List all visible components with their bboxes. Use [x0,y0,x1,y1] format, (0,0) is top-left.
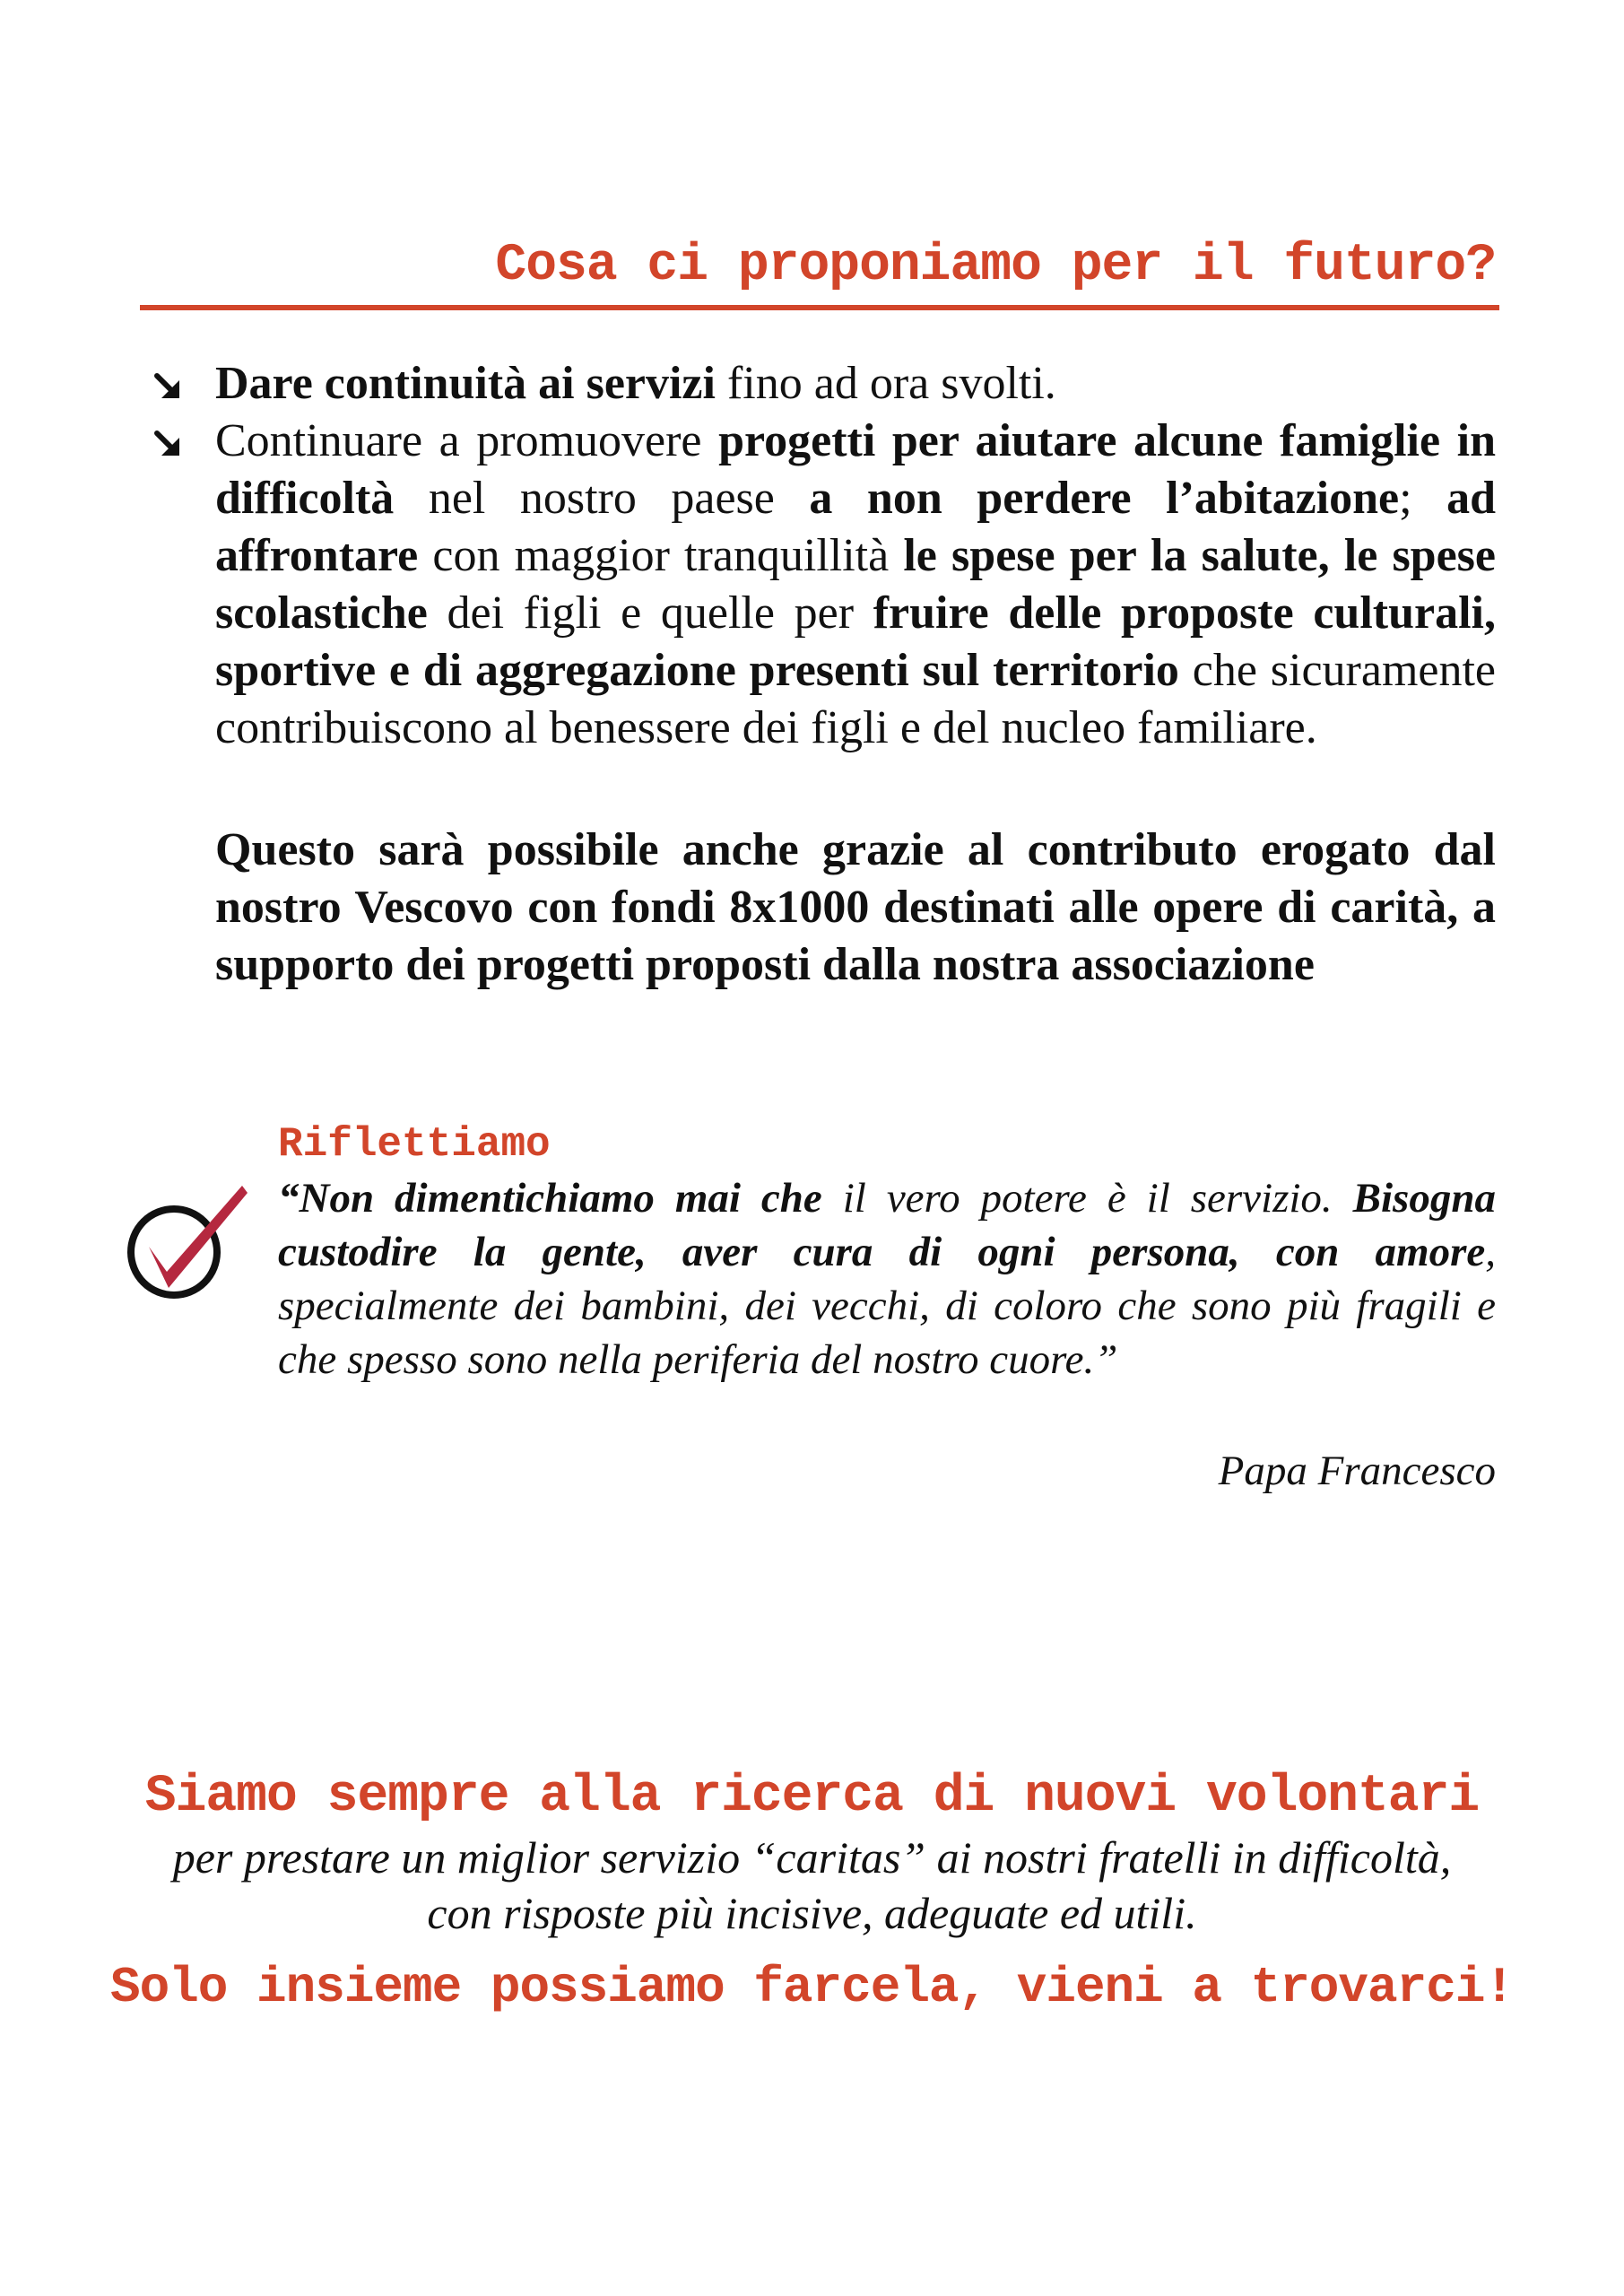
bold-text: progetti per aiutare alcune famiglie in difficoltà [215,415,1496,524]
page-title: Cosa ci proponiamo per il futuro? [495,237,1496,295]
text-span: dei figli e quelle per [427,587,873,639]
quote-text [278,1171,1496,1387]
list-item-text [215,415,1496,753]
heading-divider [140,305,1499,310]
bold-text: a non perdere l’abitazione [809,473,1400,524]
call-to-action: Solo insieme possiamo farcela, vieni a trovarci! [109,1959,1515,2016]
text-span: che sicuramente contribuiscono al benessere dei figli e del nucleo familiare. [215,645,1496,753]
volunteers-title: Siamo sempre alla ricerca di nuovi volontari [144,1768,1480,1826]
text-span: fino ad ora svolti. [715,358,1056,409]
text-span: con maggior tranquillità [418,530,904,581]
closing-paragraph: Questo sarà possibile anche grazie al contributo erogato dal nostro Vescovo con fondi 8x1000 destinati alle opere di carità, a supporto dei progetti proposti dalla nostra associazione [215,824,1496,990]
arrow-down-right-icon [154,373,181,400]
list-item [154,413,1496,757]
list-item-text [215,358,1056,409]
bold-text: fruire delle proposte culturali, sportive e di aggregazione presenti sul territorio [215,587,1497,696]
text-span: Continuare a promuovere [215,415,719,466]
text-span: il vero potere è il servizio. [821,1175,1353,1222]
quote-author: Papa Francesco [1218,1448,1496,1494]
bold-text: Bisogna custodire la gente, aver cura di ogni persona, con amore [278,1175,1496,1275]
arrow-down-right-icon [154,430,181,457]
proposals-list [154,355,1496,757]
bold-text: “Non dimentichiamo mai che [278,1175,822,1222]
text-span: nel nostro paese [394,473,810,524]
text-span: ; [1399,473,1447,524]
checkmark-circle-icon [122,1173,253,1306]
reflection-title: Riflettiamo [278,1121,551,1168]
text-span: , specialmente dei bambini, dei vecchi, di coloro che sono più fragili e che spesso sono nella periferia del nostro cuore.” [278,1229,1496,1383]
volunteers-text: per prestare un miglior servizio “caritas” ai nostri fratelli in difficoltà, con risposte più incisive, adeguate ed utili. [172,1832,1452,1938]
list-item [154,355,1496,413]
bold-text: Dare continuità ai servizi [215,358,716,409]
bold-text: ad affrontare [215,473,1496,581]
bold-text: le spese per la salute, le spese scolastiche [215,530,1496,639]
